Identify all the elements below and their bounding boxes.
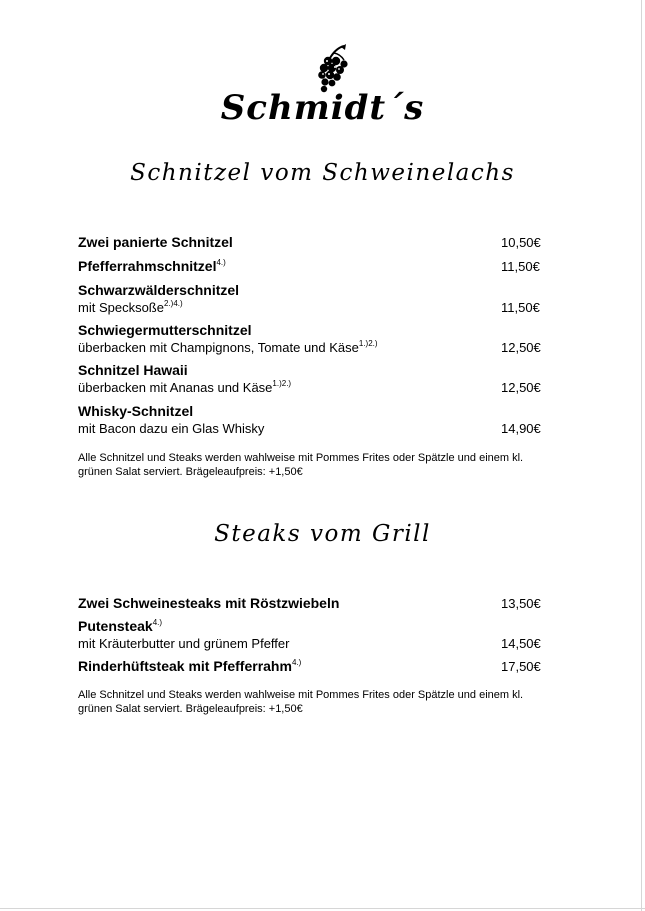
item-name: Zwei Schweinesteaks mit Röstzwiebeln: [78, 595, 340, 611]
item-description: überbacken mit Ananas und Käse$^{1.)2.)}$: [78, 379, 292, 395]
menu-item: [78, 257, 548, 275]
restaurant-name: Schmidt´s: [220, 88, 425, 128]
item-description: mit Bacon dazu ein Glas Whisky: [78, 421, 265, 436]
item-price: 13,50€: [501, 596, 541, 611]
item-name: Rinderhüftsteak mit Pfefferrahm$^{4.)}$: [78, 658, 302, 674]
menu-item: [78, 281, 548, 316]
item-price: 11,50€: [501, 300, 540, 315]
item-name: Zwei panierte Schnitzel: [78, 234, 233, 250]
menu-item: [78, 233, 548, 251]
item-name: Putensteak$^{4.)}$: [78, 618, 163, 634]
side-dish-note: Alle Schnitzel und Steaks werden wahlweise mit Pommes Frites oder Spätzle und einem kl. grünen Salat serviert. Brägeleaufpreis: +1,50€: [78, 452, 524, 478]
menu-item: [78, 361, 548, 396]
side-dish-note: Alle Schnitzel und Steaks werden wahlweise mit Pommes Frites oder Spätzle und einem kl. grünen Salat serviert. Brägeleaufpreis: +1,50€: [78, 689, 524, 715]
menu-item: [78, 321, 548, 356]
item-price: 12,50€: [501, 380, 541, 395]
item-name: Schnitzel Hawaii: [78, 362, 188, 378]
page-edge-bottom: [0, 908, 645, 909]
item-description: mit Kräuterbutter und grünem Pfeffer: [78, 636, 290, 651]
menu-item: [78, 617, 548, 652]
item-description: mit Specksoße$^{2.)4.)}$: [78, 299, 183, 315]
item-price: 17,50€: [501, 659, 541, 674]
item-name: Pfefferrahmschnitzel$^{4.)}$: [78, 258, 226, 274]
menu-item: [78, 657, 548, 675]
section-title-schnitzel: Schnitzel vom Schweinelachs: [130, 160, 515, 186]
item-price: 12,50€: [501, 340, 541, 355]
item-price: 14,90€: [501, 421, 541, 436]
item-name: Schwiegermutterschnitzel: [78, 322, 252, 338]
page-edge-right: [641, 0, 642, 911]
item-name: Whisky-Schnitzel: [78, 403, 194, 419]
item-price: 14,50€: [501, 636, 541, 651]
item-price: 10,50€: [501, 235, 541, 250]
item-price: 11,50€: [501, 259, 540, 274]
item-description: überbacken mit Champignons, Tomate und Käse$^{1.)2.)}$: [78, 339, 378, 355]
item-name: Schwarzwälderschnitzel: [78, 282, 240, 298]
menu-item: [78, 594, 548, 612]
section-title-steaks: Steaks vom Grill: [214, 521, 431, 547]
menu-item: [78, 402, 548, 437]
